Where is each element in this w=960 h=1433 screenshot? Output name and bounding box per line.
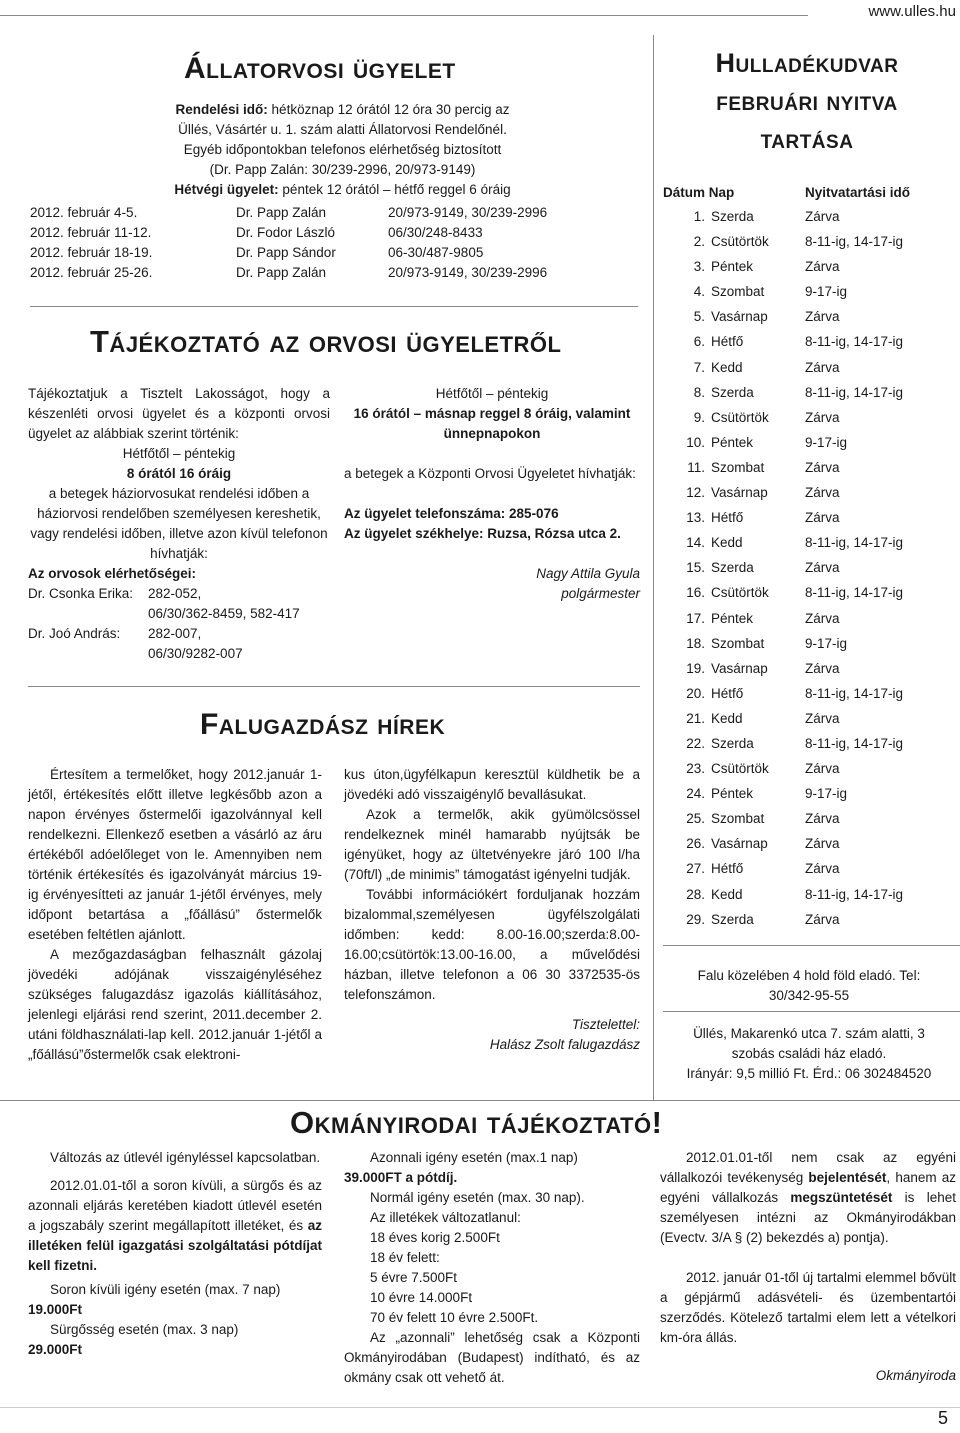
dump-row-date: 28. xyxy=(686,886,705,902)
dump-row-date: 23. xyxy=(686,761,705,777)
dump-row xyxy=(663,609,953,634)
dump-row-hours: Zárva xyxy=(805,710,840,726)
doctor-contact: Dr. Csonka Erika: 282-052, xyxy=(28,586,202,601)
farm-col2-p1: kus úton,ügyfélkapun keresztül küldhetik be a jövedéki adó visszaigénylő bevallásukat. xyxy=(344,767,640,802)
vet-divider xyxy=(30,306,638,307)
dump-row-day: Szombat xyxy=(711,284,765,300)
dump-row-day: Vasárnap xyxy=(711,660,768,676)
vet-other-time: Egyéb időpontokban telefonos elérhetőség biztosított xyxy=(183,142,502,157)
vet-schedule-row: 2012. február 4-5. Dr. Papp Zalán 20/973-9149, 30/239-2996 xyxy=(30,205,548,220)
office-c2-l6: 10 évre 14.000Ft xyxy=(370,1290,473,1305)
dump-row xyxy=(663,834,953,859)
dump-row-date: 19. xyxy=(686,660,705,676)
dump-title-line3: tartása xyxy=(760,124,854,154)
dump-row-day: Hétfő xyxy=(711,685,744,701)
dump-row-day: Péntek xyxy=(711,434,754,450)
vet-hours-label: Rendelési idő: xyxy=(175,102,268,117)
dump-row-hours: Zárva xyxy=(805,660,840,676)
dump-row xyxy=(663,483,953,508)
dump-row xyxy=(663,257,953,282)
dump-row xyxy=(663,659,953,684)
dump-row-day: Péntek xyxy=(711,259,754,275)
dump-row-hours: Zárva xyxy=(805,309,840,325)
vet-title: Állatorvosi ügyelet xyxy=(184,52,456,85)
dump-row-date: 8. xyxy=(693,384,705,400)
dump-row-hours: 9-17-ig xyxy=(805,434,848,450)
column-separator xyxy=(653,35,654,1101)
dump-row xyxy=(663,232,953,257)
dump-row-day: Vasárnap xyxy=(711,485,768,501)
farm-sign2: Halász Zsolt falugazdász xyxy=(489,1037,640,1052)
office-c2-l4: 18 év felett: xyxy=(370,1250,440,1265)
ad-house-line1: Üllés, Makarenkó utca 7. szám alatti, 3 xyxy=(693,1026,925,1041)
dump-row xyxy=(663,433,953,458)
dump-row-date: 5. xyxy=(693,309,705,325)
dump-row-day: Szerda xyxy=(711,560,754,576)
dump-row xyxy=(663,859,953,884)
dump-row-date: 6. xyxy=(693,334,705,350)
office-c3-p1d: megszüntetését xyxy=(790,1190,893,1205)
office-c2-p1v: 39.000FT a pótdíj. xyxy=(344,1170,458,1185)
dump-title xyxy=(664,44,950,158)
dump-row-date: 17. xyxy=(686,610,705,626)
farm-col1-p2: A mezőgazdaságban felhasznált gázolaj jövedéki adójának visszaigényléséhez szükséges falugazdász igazolás kiállításához, jelenlegi eljárási rend szerint, 2011.december 2. utáni földhasználati-lap kell. 2012.január 1-jétől a „főállású”őstermelők csak elektroni- xyxy=(28,947,322,1062)
dump-row-date: 26. xyxy=(686,836,705,852)
dump-row-day: Kedd xyxy=(711,359,743,375)
night-phone: Az ügyelet telefonszáma: 285-076 xyxy=(344,506,559,521)
vet-schedule-row: 2012. február 18-19. Dr. Papp Sándor 06-30/487-9805 xyxy=(30,245,484,260)
dump-row-hours: Zárva xyxy=(805,510,840,526)
dump-row-date: 20. xyxy=(686,685,705,701)
vet-hours-text: hétköznap 12 órától 12 óra 30 percig az xyxy=(267,102,510,117)
dump-row-hours: Zárva xyxy=(805,761,840,777)
dump-row-hours: Zárva xyxy=(805,560,840,576)
vet-contact: (Dr. Papp Zalán: 30/239-2996, 20/973-9149) xyxy=(209,162,476,177)
dump-row-day: Csütörtök xyxy=(711,234,769,250)
office-c2-l7: 70 év felett 10 évre 2.500Ft. xyxy=(370,1310,539,1325)
dump-row-date: 1. xyxy=(693,209,705,224)
top-rule xyxy=(0,15,808,16)
ad-house xyxy=(664,1024,954,1084)
dump-row-date: 21. xyxy=(686,710,705,726)
dump-row-hours: 9-17-ig xyxy=(805,786,848,802)
dump-row-day: Szombat xyxy=(711,811,765,827)
ad-house-line3: Irányár: 9,5 millió Ft. Érd.: 06 302484520 xyxy=(686,1066,932,1081)
dump-row-day: Szerda xyxy=(711,735,754,751)
farm-col1-p1: Értesítem a termelőket, hogy 2012.január 1-jétől, értékesítés előtt illetve legkésőbb azon a napon érvényes őstermelői igazolvánnyal kell rendelkezni. Ellenkező esetben a vásárló az áru értékéből adóelőleget von le. Amennyiben nem történik értékesítés és igazolványát március 19-ig érvényesítteti az január 1-jétől érvényes, mely időpont betartása a „főállású” őstermelők esetében feltétlen ajánlott. xyxy=(28,767,322,942)
office-c1-p2b: az illetéken felül igazgatási szolgáltatási pótdíjat kell fizetni. xyxy=(28,1218,322,1273)
dump-row xyxy=(663,408,953,433)
dump-row-hours: Zárva xyxy=(805,359,840,375)
day-hours: 8 órától 16 óráig xyxy=(126,466,232,481)
site-url[interactable]: www.ulles.hu xyxy=(868,3,956,20)
dump-row-hours: Zárva xyxy=(805,485,840,501)
dump-row-date: 29. xyxy=(686,911,705,927)
dump-row-hours: Zárva xyxy=(805,911,840,927)
dump-row-day: Vasárnap xyxy=(711,836,768,852)
ad-house-line2: szobás családi ház eladó. xyxy=(731,1046,887,1061)
doctor-intro: Tájékoztatjuk a Tisztelt Lakosságot, hogy a készenléti orvosi ügyelet és a központi orvosi ügyelet az alábbiak szerint történik: xyxy=(28,386,330,441)
day-label: Hétfőtől – péntekig xyxy=(122,446,236,461)
dump-row-day: Kedd xyxy=(711,886,743,902)
dump-row-day: Kedd xyxy=(711,710,743,726)
dump-row xyxy=(663,759,953,784)
dump-row xyxy=(663,558,953,583)
office-c2-l2: Az illetékek változatlanul: xyxy=(370,1210,521,1225)
dump-row xyxy=(663,684,953,709)
ad-land-line1: Falu közelében 4 hold föld eladó. Tel: xyxy=(697,968,921,983)
office-c1-p2a: 2012.01.01-től a soron kívüli, a sürgős és az azonnali eljárás keretében kiadott útlevél esetén a jogszabály szerint megállapított illetéket, és xyxy=(28,1178,322,1233)
dump-row-day: Péntek xyxy=(711,786,754,802)
dump-col-hours: Nyitvatartási idő xyxy=(805,185,911,200)
doctor-contact: Dr. Joó András: 282-007, xyxy=(28,626,202,641)
dump-row-hours: 8-11-ig, 14-17-ig xyxy=(805,384,904,400)
dump-row-hours: Zárva xyxy=(805,459,840,475)
dump-row xyxy=(663,458,953,483)
farm-col1 xyxy=(28,765,322,1065)
office-c1-p4v: 29.000Ft xyxy=(28,1342,83,1357)
dump-row xyxy=(663,358,953,383)
dump-row-date: 13. xyxy=(686,510,705,526)
office-c3-p1e: is lehet személyesen intézni az Okmányirodákban (Evectv. 3/A § (2) bekezdés a) pontja). xyxy=(660,1190,956,1245)
office-c3-p1c: , hanem az egyéni vállalkozás xyxy=(660,1170,956,1205)
doctor-info-left xyxy=(28,384,330,664)
dump-row xyxy=(663,809,953,834)
office-c3-p2: 2012. január 01-től új tartalmi elemmel bővült a gépjármű adásvételi- és üzembentartói szerződés. Kötelező tartalmi elem lett a vételkori km-óra állás. xyxy=(660,1270,956,1345)
dump-row-hours: 8-11-ig, 14-17-ig xyxy=(805,535,904,551)
doctor-info-right xyxy=(344,384,640,604)
vet-schedule-row: 2012. február 11-12. Dr. Fodor László 06/30/248-8433 xyxy=(30,225,483,240)
doctor-info-title: Tájékoztató az orvosi ügyeletről xyxy=(90,324,562,359)
dump-row-day: Hétfő xyxy=(711,510,744,526)
dump-row-date: 22. xyxy=(686,735,705,751)
dump-row-day: Hétfő xyxy=(711,861,744,877)
dump-row xyxy=(663,383,953,408)
dump-row-date: 10. xyxy=(686,434,705,450)
dump-row xyxy=(663,734,953,759)
dump-row-day: Vasárnap xyxy=(711,309,768,325)
farm-col2 xyxy=(344,765,640,1055)
dump-row xyxy=(663,307,953,332)
office-col2 xyxy=(344,1148,640,1388)
page-number: 5 xyxy=(937,1408,948,1428)
dump-divider xyxy=(663,945,960,946)
dump-row-date: 27. xyxy=(686,861,705,877)
dump-col-date: Dátum Nap xyxy=(663,185,735,200)
ads-divider xyxy=(663,1011,960,1012)
dump-row xyxy=(663,910,953,935)
office-c1-p4: Sürgősség esetén (max. 3 nap) xyxy=(50,1322,239,1337)
dump-row-day: Szombat xyxy=(711,459,765,475)
farm-col2-p2: Azok a termelők, akik gyümölcsössel rendelkeznek minél hamarabb nyújtsák be igényüket, hogy az ültetvényekre járó 100 l/ha (70ft/l) „de minimis” támogatást igényelni tudják. xyxy=(344,807,640,882)
dump-row-day: Csütörtök xyxy=(711,761,769,777)
dump-row-day: Péntek xyxy=(711,610,754,626)
dump-row-day: Szombat xyxy=(711,635,765,651)
office-c2-p3: Az „azonnali” lehetőség csak a Központi Okmányirodában (Budapest) indítható, és az okmány csak ott vehető át. xyxy=(344,1330,640,1385)
dump-row-hours: 9-17-ig xyxy=(805,635,848,651)
dump-row-date: 3. xyxy=(693,259,705,275)
dump-row-hours: Zárva xyxy=(805,836,840,852)
dump-row-hours: 8-11-ig, 14-17-ig xyxy=(805,234,904,250)
dump-row-date: 2. xyxy=(693,234,705,250)
farm-sign1: Tisztelettel: xyxy=(571,1017,640,1032)
dump-row-hours: Zárva xyxy=(805,259,840,275)
dump-row xyxy=(663,784,953,809)
dump-row-day: Szerda xyxy=(711,911,754,927)
dump-row xyxy=(663,885,953,910)
mayor-name: Nagy Attila Gyula xyxy=(536,566,640,581)
dump-row xyxy=(663,709,953,734)
dump-row-hours: Zárva xyxy=(805,409,840,425)
dump-row-hours: 8-11-ig, 14-17-ig xyxy=(805,685,904,701)
doctor-divider xyxy=(28,686,640,687)
dump-row-day: Szerda xyxy=(711,209,754,224)
office-c3-p1a: 2012.01.01-től nem csak az egyéni vállalkozói tevékenység xyxy=(660,1150,956,1185)
dump-row-day: Hétfő xyxy=(711,334,744,350)
dump-row-hours: 8-11-ig, 14-17-ig xyxy=(805,334,904,350)
dump-row-hours: Zárva xyxy=(805,811,840,827)
dump-row xyxy=(663,634,953,659)
farm-col2-p3: További információkért forduljanak hozzám bizalommal,személyesen ügyfélszolgálati időmben: kedd: 8.00-16.00;szerda:8.00-16.00;csütörtök:13.00-16.00, a művelődési házban, illetve telefonon a 06 30 3372535-ös telefonszámon. xyxy=(344,887,640,1002)
day-text: a betegek háziorvosukat rendelési időben a háziorvosi rendelőben személyesen kereshetik, vagy rendelési időben, illetve azon kívül telefonon hívhatják: xyxy=(30,486,328,561)
dump-row-date: 25. xyxy=(686,811,705,827)
dump-row xyxy=(663,508,953,533)
vet-schedule-row: 2012. február 25-26. Dr. Papp Zalán 20/973-9149, 30/239-2996 xyxy=(30,265,548,280)
dump-rows xyxy=(663,207,953,935)
office-col1 xyxy=(28,1148,322,1360)
dump-row-hours: Zárva xyxy=(805,861,840,877)
office-sign: Okmányiroda xyxy=(875,1368,956,1383)
dump-table xyxy=(663,183,953,935)
dump-row-date: 16. xyxy=(686,585,705,601)
dump-row xyxy=(663,533,953,558)
office-c1-p1: Változás az útlevél igényléssel kapcsolatban. xyxy=(50,1150,321,1165)
vet-address: Üllés, Vásártér u. 1. szám alatti Állatorvosi Rendelőnél. xyxy=(178,122,507,137)
dump-row-hours: 8-11-ig, 14-17-ig xyxy=(805,585,904,601)
dump-title-line1: Hulladékudvar xyxy=(715,48,899,78)
vet-schedule xyxy=(30,203,630,283)
office-c3-p1b: bejelentését xyxy=(808,1170,887,1185)
office-c1-p3v: 19.000Ft xyxy=(28,1302,83,1317)
ad-land xyxy=(664,966,954,1006)
dump-row-day: Csütörtök xyxy=(711,585,769,601)
night-seat: Az ügyelet székhelye: Ruzsa, Rózsa utca 2. xyxy=(344,526,621,541)
dump-row-day: Szerda xyxy=(711,384,754,400)
dump-row-date: 4. xyxy=(693,284,705,300)
office-c1-p3: Soron kívüli igény esetén (max. 7 nap) xyxy=(50,1282,281,1297)
vet-weekend-label: Hétvégi ügyelet: xyxy=(174,182,279,197)
dump-row-hours: 8-11-ig, 14-17-ig xyxy=(805,886,904,902)
night-text: a betegek a Központi Orvosi Ügyeletet hívhatják: xyxy=(344,466,636,481)
dump-row-hours: 9-17-ig xyxy=(805,284,848,300)
dump-row xyxy=(663,332,953,357)
dump-table-header xyxy=(663,183,953,203)
farm-title: Falugazdász hírek xyxy=(200,708,446,741)
dump-row xyxy=(663,282,953,307)
dump-row-day: Kedd xyxy=(711,535,743,551)
dump-row-hours: Zárva xyxy=(805,209,840,224)
office-title: Okmányirodai tájékoztató! xyxy=(290,1105,663,1140)
bottom-rule xyxy=(0,1407,960,1408)
doctor-contact-line2: 06/30/9282-007 xyxy=(148,646,243,661)
night-label: Hétfőtől – péntekig xyxy=(435,386,549,401)
doctor-contact-line2: 06/30/362-8459, 582-417 xyxy=(148,606,300,621)
vet-hours xyxy=(120,100,565,200)
dump-row xyxy=(663,583,953,608)
dump-row-date: 7. xyxy=(693,359,705,375)
office-c2-l5: 5 évre 7.500Ft xyxy=(370,1270,458,1285)
office-c2-p1: Azonnali igény esetén (max.1 nap) xyxy=(370,1150,578,1165)
office-top-rule xyxy=(0,1100,960,1101)
dump-row-date: 11. xyxy=(687,459,705,475)
dump-row-date: 15. xyxy=(686,560,705,576)
dump-row xyxy=(663,207,953,232)
dump-row-date: 24. xyxy=(686,786,705,802)
dump-row-hours: 8-11-ig, 14-17-ig xyxy=(805,735,904,751)
office-c2-l1: Normál igény esetén (max. 30 nap). xyxy=(370,1190,585,1205)
dump-row-date: 12. xyxy=(686,485,705,501)
office-col3 xyxy=(660,1148,956,1386)
dump-row-date: 14. xyxy=(686,535,705,551)
dump-row-day: Csütörtök xyxy=(711,409,769,425)
ad-land-line2: 30/342-95-55 xyxy=(768,988,850,1003)
office-c2-l3: 18 éves korig 2.500Ft xyxy=(370,1230,500,1245)
dump-row-date: 9. xyxy=(693,409,705,425)
contacts-label: Az orvosok elérhetőségei: xyxy=(28,566,197,581)
dump-row-date: 18. xyxy=(686,635,705,651)
dump-row-hours: Zárva xyxy=(805,610,840,626)
dump-title-line2: februári nyitva xyxy=(716,86,898,116)
mayor-title: polgármester xyxy=(561,586,640,601)
vet-weekend-text: péntek 12 órától – hétfő reggel 6 óráig xyxy=(278,182,511,197)
night-hours: 16 órától – másnap reggel 8 óráig, valamint ünnepnapokon xyxy=(353,406,631,441)
